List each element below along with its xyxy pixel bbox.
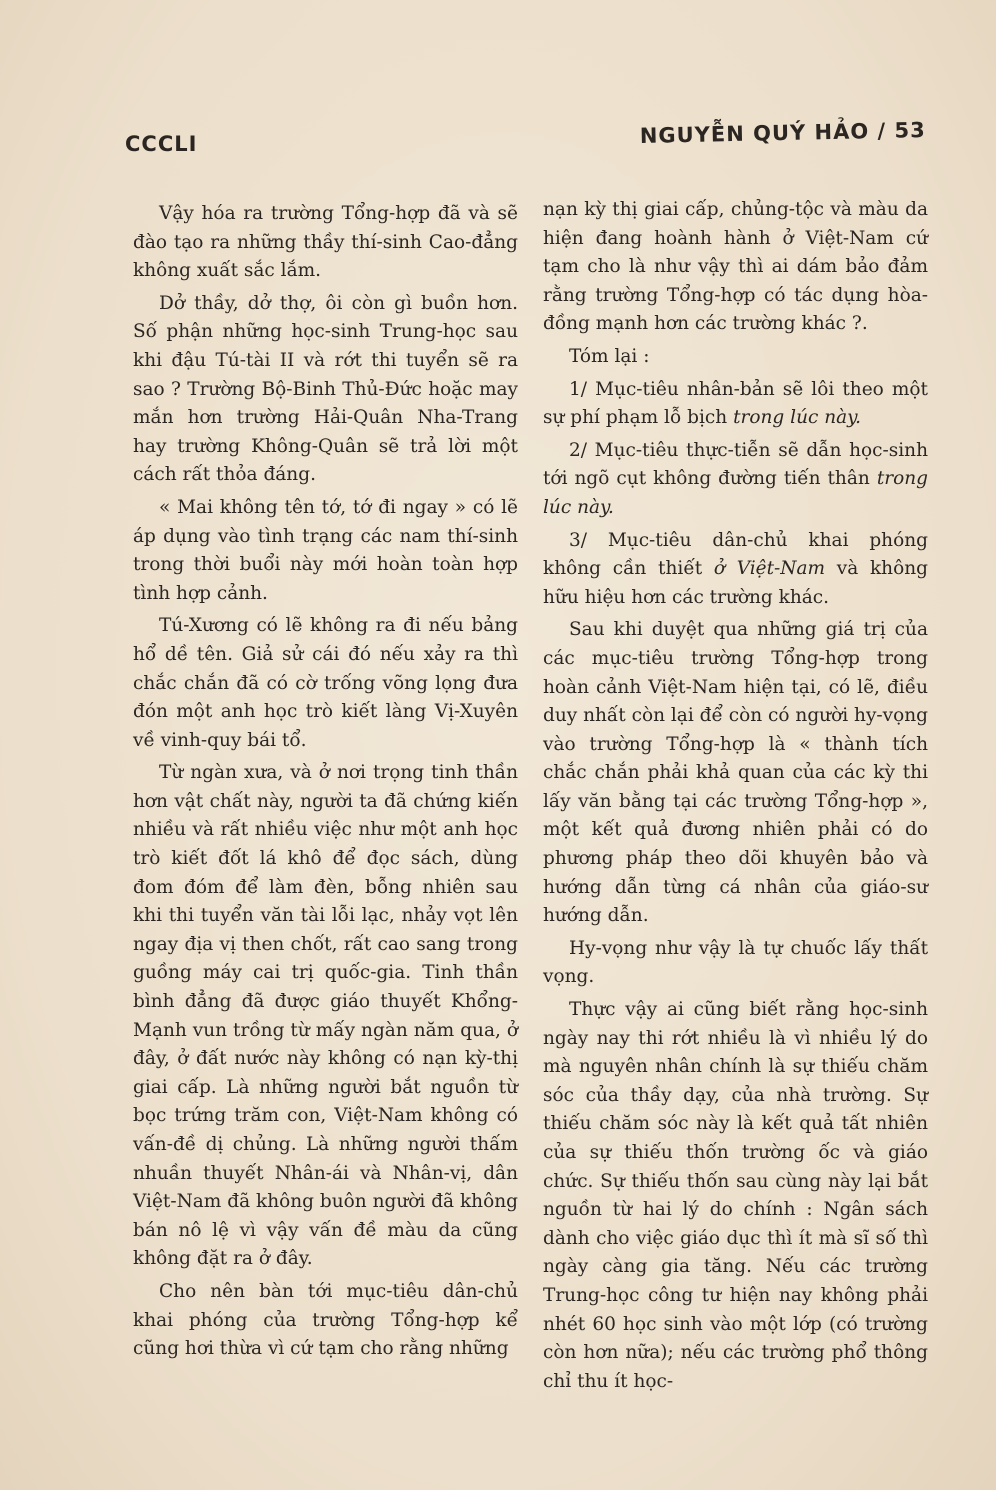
page-header [125,118,926,158]
right-column [543,196,928,1400]
paragraph: Cho nên bàn tới mục-tiêu dân-chủ khai phóng của trường Tổng-hợp kể cũng hơi thừa vì cứ tạm cho rằng những [133,1280,518,1360]
chapter-number: CCCLI [125,132,198,156]
summary-item-1: 1/ Mục-tiêu nhân-bản sẽ lôi theo một sự phí phạm lỗ bịch trong lúc này. [543,378,928,429]
summary-label: Tóm lại : [569,345,650,367]
paragraph: Từ ngàn xưa, và ở nơi trọng tinh thần hơn vật chất này, người ta đã chứng kiến nhiều và rất nhiều việc như một anh học trò kiết đốt lá khô để đọc sách, dùng đom đóm để làm đèn, bỗng nhiên sau khi thi tuyển văn tài lỗi lạc, nhảy vọt lên ngay địa vị then chốt, rất cao sang trong guồng máy cai trị quốc-gia. Tinh thần bình đẳng đã được giáo thuyết Khổng-Mạnh vun trồng từ mấy ngàn năm qua, ở đây, ở đất nước này không có nạn kỳ-thị giai cấp. Là những người bắt nguồn từ bọc trứng trăm con, Việt-Nam không có vấn-đề dị chủng. Là những người thấm nhuần thuyết Nhân-ái và Nhân-vị, dân Việt-Nam đã không buôn người đã không bán nô lệ vì vậy vấn đề màu da cũng không đặt ra ở đây. [133,762,518,1270]
paragraph: Hy-vọng như vậy là tự chuốc lấy thất vọng. [543,937,928,988]
summary-item-3: 3/ Mục-tiêu dân-chủ khai phóng không cần thiết ở Việt-Nam và không hữu hiệu hơn các trường khác. [543,529,928,608]
paragraph: « Mai không tên tớ, tớ đi ngay » có lẽ áp dụng vào tình trạng các nam thí-sinh trong thời buổi này mới hoàn toàn hợp tình hợp cảnh. [133,496,518,604]
paragraph: Dở thầy, dở thợ, ôi còn gì buồn hơn. Số phận những học-sinh Trung-học sau khi đậu Tú-tài II và rớt thi tuyển sẽ ra sao ? Trường Bộ-Binh Thủ-Đức hoặc may mắn hơn trường Hải-Quân Nha-Trang hay trường Không-Quân sẽ trả lời một cách rất thỏa đáng. [133,292,518,486]
author-page-number: NGUYỄN QUÝ HẢO / 53 [639,118,926,148]
paragraph: Vậy hóa ra trường Tổng-hợp đã và sẽ đào tạo ra những thầy thí-sinh Cao-đẳng không xuất sắc lắm. [133,203,518,282]
summary-item-2: 2/ Mục-tiêu thực-tiễn sẽ dẫn học-sinh tới ngõ cụt không đường tiến thân trong lúc này. [543,439,928,518]
continued-paragraph: nạn kỳ thị giai cấp, chủng-tộc và màu da hiện đang hoành hành ở Việt-Nam cứ tạm cho là như vậy thì ai dám bảo đảm rằng trường Tổng-hợp có tác dụng hòa-đồng mạnh hơn các trường khác ?. [543,199,928,335]
left-column [133,200,518,1368]
paragraph: Thực vậy ai cũng biết rằng học-sinh ngày nay thi rớt nhiều là vì nhiều lý do mà nguyên nhân chính là sự thiếu chăm sóc của thầy dạy, của nhà trường. Sự thiếu chăm sóc này là kết quả tất nhiên của sự thiếu thốn trường ốc và giáo chức. Sự thiếu thốn sau cùng này lại bắt nguồn từ hai lý do chính : Ngân sách dành cho việc giáo dục thì ít mà sĩ số thì ngày càng gia tăng. Nếu các trường Trung-học công tư hiện nay không phải nhét 60 học sinh vào một lớp (có trường còn hơn nữa); nếu các trường phổ thông chỉ thu ít học- [543,999,928,1392]
paragraph: Sau khi duyệt qua những giá trị của các mục-tiêu trường Tổng-hợp trong hoàn cảnh Việt-Nam hiện tại, có lẽ, điều duy nhất còn lại để còn có người hy-vọng vào trường Tổng-hợp là « thành tích chắc chắn phải khả quan của các kỳ thi lấy văn bằng tại các trường Tổng-hợp », một kết quả đương nhiên phải có do phương pháp theo dõi khuyên bảo và hướng dẫn từng cá nhân của giáo-sư hướng dẫn. [543,619,928,927]
paragraph: Tú-Xương có lẽ không ra đi nếu bảng hổ dề tên. Giả sử cái đó nếu xảy ra thì chắc chắn đã có cờ trống võng lọng đưa đón một anh học trò kiết làng Vị-Xuyên về vinh-quy bái tổ. [133,615,518,751]
